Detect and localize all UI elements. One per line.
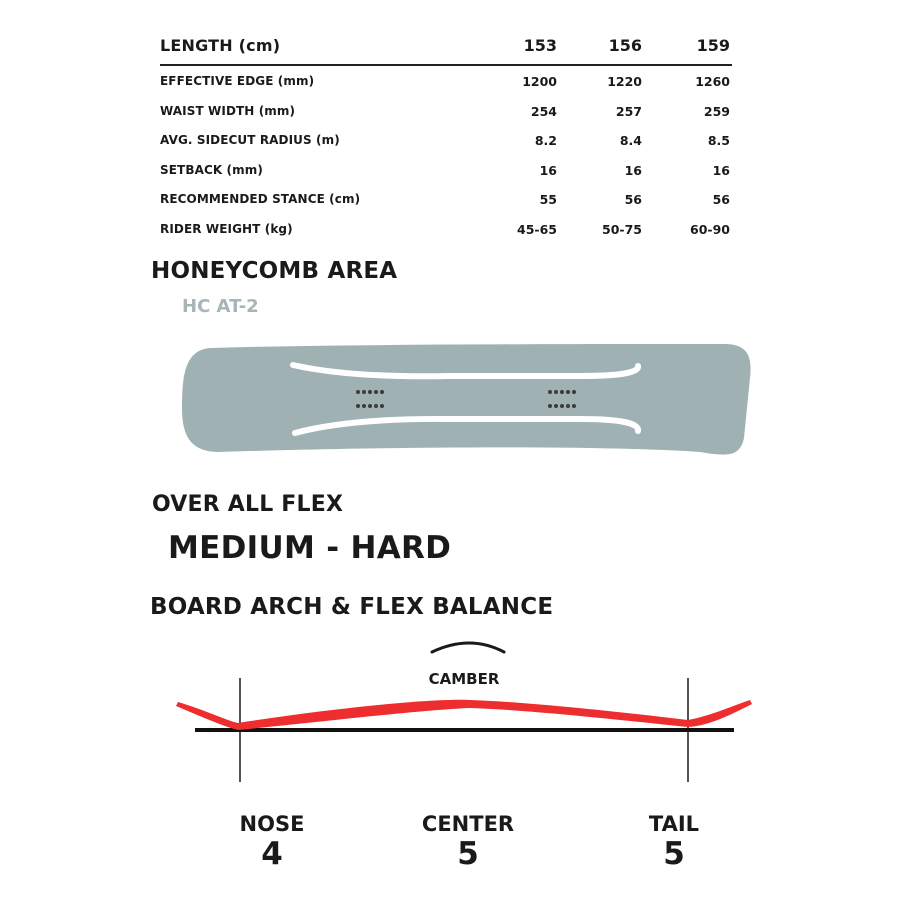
row-label: RECOMMENDED STANCE (cm) bbox=[160, 192, 361, 207]
tail-label: TAIL bbox=[648, 812, 700, 836]
row-label: WAIST WIDTH (mm) bbox=[160, 103, 296, 118]
spec-table bbox=[160, 30, 732, 244]
table-row bbox=[160, 214, 732, 244]
flex-value: MEDIUM - HARD bbox=[168, 530, 452, 566]
balance-nose bbox=[222, 812, 322, 870]
arch-title: BOARD ARCH & FLEX BALANCE bbox=[150, 594, 554, 620]
nose-value: 4 bbox=[261, 836, 283, 872]
table-row bbox=[160, 66, 732, 96]
table-row bbox=[160, 184, 732, 214]
cell: 1200 bbox=[522, 74, 557, 89]
cell: 259 bbox=[703, 103, 730, 119]
cell: 60-90 bbox=[690, 221, 730, 237]
cell: 1220 bbox=[607, 74, 642, 89]
size-159: 159 bbox=[696, 36, 730, 55]
row-label: SETBACK (mm) bbox=[160, 162, 263, 177]
balance-tail bbox=[624, 812, 724, 870]
honeycomb-title: HONEYCOMB AREA bbox=[151, 258, 398, 284]
balance-center bbox=[408, 812, 528, 870]
arch-diagram bbox=[170, 630, 760, 790]
table-row bbox=[160, 155, 732, 185]
cell: 257 bbox=[615, 103, 642, 119]
nose-label: NOSE bbox=[239, 812, 305, 836]
cell: 16 bbox=[712, 162, 730, 178]
snowboard-illustration bbox=[180, 338, 755, 463]
cell: 8.2 bbox=[534, 133, 557, 149]
cell: 16 bbox=[624, 162, 642, 178]
board-shape bbox=[182, 344, 751, 455]
row-label: AVG. SIDECUT RADIUS (m) bbox=[160, 133, 340, 148]
flex-title: OVER ALL FLEX bbox=[152, 492, 344, 517]
cell: 56 bbox=[624, 192, 642, 208]
camber-arc-icon bbox=[432, 643, 504, 652]
table-row bbox=[160, 125, 732, 155]
size-156: 156 bbox=[608, 36, 642, 55]
cell: 55 bbox=[539, 192, 557, 208]
spec-table-header bbox=[160, 30, 732, 66]
table-row bbox=[160, 96, 732, 126]
center-value: 5 bbox=[457, 836, 479, 872]
camber-profile-red bbox=[176, 700, 752, 730]
length-header: LENGTH (cm) bbox=[160, 36, 281, 55]
size-153: 153 bbox=[523, 36, 557, 55]
row-label: RIDER WEIGHT (kg) bbox=[160, 221, 293, 236]
cell: 1260 bbox=[695, 74, 730, 89]
cell: 8.5 bbox=[707, 133, 730, 149]
cell: 45-65 bbox=[517, 221, 557, 237]
cell: 254 bbox=[530, 103, 557, 119]
honeycomb-subtitle: HC AT-2 bbox=[182, 296, 259, 317]
cell: 16 bbox=[539, 162, 557, 178]
cell: 50-75 bbox=[602, 221, 642, 237]
center-label: CENTER bbox=[421, 812, 515, 836]
cell: 8.4 bbox=[619, 133, 642, 149]
camber-label: CAMBER bbox=[428, 670, 500, 688]
cell: 56 bbox=[712, 192, 730, 208]
row-label: EFFECTIVE EDGE (mm) bbox=[160, 74, 315, 88]
tail-value: 5 bbox=[663, 836, 685, 872]
